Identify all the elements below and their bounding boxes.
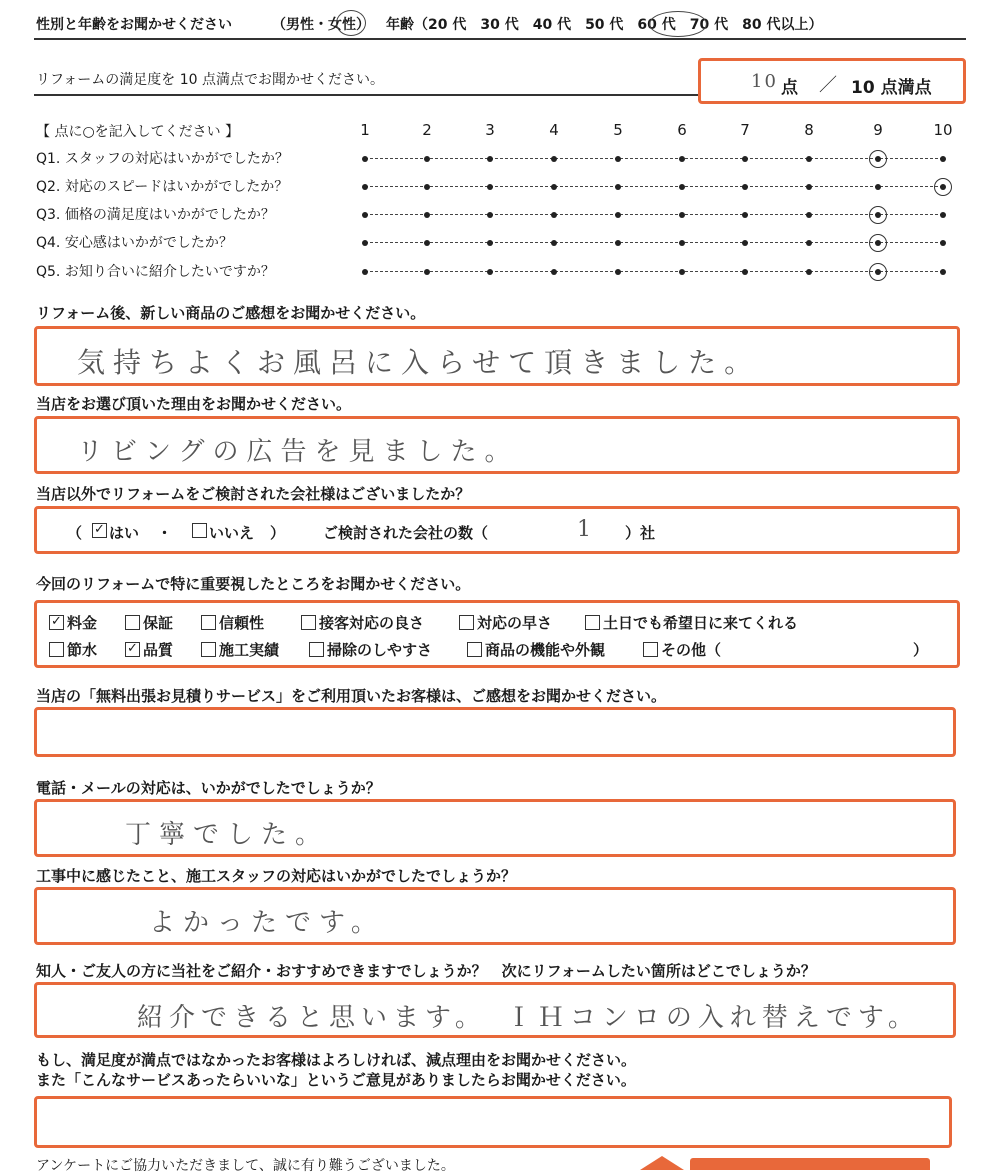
others-label: 当店以外でリフォームをご検討された会社様はございましたか？ <box>36 485 471 503</box>
priority-label: 対応の早さ <box>477 614 553 632</box>
priority-checkbox[interactable] <box>201 642 216 657</box>
company-count-unit: ）社 <box>625 524 656 542</box>
rating-point-6[interactable] <box>679 184 685 190</box>
rating-point-9[interactable] <box>875 184 881 190</box>
rating-point-7[interactable] <box>742 212 748 218</box>
rating-point-7[interactable] <box>742 156 748 162</box>
rating-point-1[interactable] <box>362 240 368 246</box>
scale-number: 2 <box>422 121 432 139</box>
rating-question-label: Q3. 価格の満足度はいかがでしたか？ <box>36 207 275 223</box>
satisfaction-score-box[interactable] <box>698 58 966 104</box>
priority-checkbox[interactable]: ✓ <box>125 642 140 657</box>
scale-number: 5 <box>613 121 623 139</box>
rating-point-5[interactable] <box>615 269 621 275</box>
yes-label: はい <box>109 524 140 542</box>
rating-line <box>365 271 943 272</box>
priorities-label: 今回のリフォームで特に重要視したところをお聞かせください。 <box>36 575 471 593</box>
rating-point-8[interactable] <box>806 240 812 246</box>
rating-point-3[interactable] <box>487 184 493 190</box>
rating-question-label: Q2. 対応のスピードはいかがでしたか？ <box>36 179 289 195</box>
rating-point-6[interactable] <box>679 240 685 246</box>
priority-label: 節水 <box>67 641 98 659</box>
rating-point-6[interactable] <box>679 156 685 162</box>
priorities-close-paren: ） <box>913 641 929 659</box>
rating-point-6[interactable] <box>679 269 685 275</box>
satisfaction-rule <box>34 94 698 96</box>
scale-number: 8 <box>804 121 814 139</box>
rating-point-5[interactable] <box>615 156 621 162</box>
scale-number: 1 <box>360 121 370 139</box>
rating-point-10[interactable] <box>940 156 946 162</box>
rating-point-3[interactable] <box>487 212 493 218</box>
priority-label: 料金 <box>67 614 98 632</box>
no-label: いいえ <box>209 524 255 542</box>
priority-checkbox[interactable] <box>201 615 216 630</box>
priority-label: 掃除のしやすさ <box>327 641 433 659</box>
rating-point-10[interactable] <box>940 269 946 275</box>
score-written: 10 <box>751 71 778 92</box>
rating-point-4[interactable] <box>551 240 557 246</box>
selected-rating-circle <box>869 150 887 168</box>
phone-label: 電話・メールの対応は、いかがでしたでしょうか？ <box>36 779 381 797</box>
scale-number: 7 <box>740 121 750 139</box>
rating-point-5[interactable] <box>615 212 621 218</box>
rating-point-1[interactable] <box>362 269 368 275</box>
priority-label: 商品の機能や外観 <box>485 641 606 659</box>
rating-line <box>365 158 943 159</box>
referral-answer-box[interactable] <box>34 982 956 1038</box>
score-max: 10 点満点 <box>851 78 932 98</box>
referral-answer: 紹介できると思います。 ＩＨコンロの入れ替えです。 <box>137 1003 920 1033</box>
reason-label: 当店をお選び頂いた理由をお聞かせください。 <box>36 395 352 413</box>
rating-point-1[interactable] <box>362 184 368 190</box>
construction-answer: よかったです。 <box>149 908 385 938</box>
age-circle-mark <box>649 11 707 37</box>
selected-rating-circle <box>869 234 887 252</box>
priority-label: 信頼性 <box>219 614 265 632</box>
company-count-value: 1 <box>577 517 599 542</box>
rating-point-3[interactable] <box>487 240 493 246</box>
rating-point-1[interactable] <box>362 156 368 162</box>
impressions-answer: 気持ちよくお風呂に入らせて頂きました。 <box>77 346 761 379</box>
rating-point-2[interactable] <box>424 156 430 162</box>
selected-rating-circle <box>869 206 887 224</box>
rating-point-5[interactable] <box>615 184 621 190</box>
priority-checkbox[interactable] <box>49 642 64 657</box>
gender-circle-mark <box>336 10 366 36</box>
scale-number: 10 <box>933 121 953 139</box>
rating-question-label: Q4. 安心感はいかがでしたか？ <box>36 235 233 251</box>
rating-point-7[interactable] <box>742 184 748 190</box>
rating-point-4[interactable] <box>551 212 557 218</box>
no-checkbox[interactable] <box>192 523 207 538</box>
rating-instruction: 【 点に○を記入してください 】 <box>36 124 240 140</box>
rating-point-10[interactable] <box>940 212 946 218</box>
footer-thanks: アンケートにご協力いただきまして、誠に有り難うございました。 <box>36 1158 455 1174</box>
scale-number: 3 <box>485 121 495 139</box>
impressions-answer-box[interactable] <box>34 326 960 386</box>
construction-label: 工事中に感じたこと、施工スタッフの対応はいかがでしたでしょうか？ <box>36 867 517 885</box>
gender-options: （男性・女性） <box>272 17 370 33</box>
priority-label: その他（ <box>661 641 722 659</box>
rating-point-2[interactable] <box>424 184 430 190</box>
priority-checkbox[interactable] <box>125 615 140 630</box>
priority-label: 土日でも希望日に来てくれる <box>603 614 799 632</box>
yes-checkbox[interactable]: ✓ <box>92 523 107 538</box>
free-estimate-label: 当店の「無料出張お見積りサービス」をご利用頂いたお客様は、ご感想をお聞かせください。 <box>36 687 667 705</box>
rating-point-2[interactable] <box>424 240 430 246</box>
priority-label: 品質 <box>143 641 174 659</box>
priority-label: 接客対応の良さ <box>319 614 425 632</box>
rating-point-8[interactable] <box>806 156 812 162</box>
referral-label: 知人・ご友人の方に当社をご紹介・おすすめできますでしょうか？ 次にリフォームしたい箇所はどこでしょうか？ <box>36 962 816 980</box>
deduction-label-2: また「こんなサービスあったらいいな」というご意見がありましたらお聞かせください。 <box>36 1071 636 1089</box>
priority-checkbox[interactable] <box>643 642 658 657</box>
age-question: 年齢（20 代 30 代 40 代 50 代 60 代 70 代 80 代以上） <box>386 17 823 33</box>
rating-point-3[interactable] <box>487 269 493 275</box>
rating-point-4[interactable] <box>551 269 557 275</box>
rating-point-2[interactable] <box>424 212 430 218</box>
reason-answer: リビングの広告を見ました。 <box>77 437 519 467</box>
rating-point-10[interactable] <box>940 240 946 246</box>
gender-question: 性別と年齢をお聞かせください <box>36 17 232 33</box>
priority-checkbox[interactable] <box>459 615 474 630</box>
rating-point-4[interactable] <box>551 156 557 162</box>
rating-point-7[interactable] <box>742 240 748 246</box>
priority-checkbox[interactable] <box>309 642 324 657</box>
priority-label: 保証 <box>143 614 174 632</box>
score-slash: ／ <box>819 75 837 96</box>
rating-line <box>365 214 943 215</box>
others-open-paren: （ <box>67 524 83 542</box>
impressions-label: リフォーム後、新しい商品のご感想をお聞かせください。 <box>36 304 426 322</box>
scale-number: 4 <box>549 121 559 139</box>
rating-point-3[interactable] <box>487 156 493 162</box>
rating-point-5[interactable] <box>615 240 621 246</box>
rating-point-1[interactable] <box>362 212 368 218</box>
priorities-box <box>34 600 960 668</box>
priority-checkbox[interactable]: ✓ <box>49 615 64 630</box>
priority-checkbox[interactable] <box>467 642 482 657</box>
scale-number: 9 <box>873 121 883 139</box>
construction-answer-box[interactable] <box>34 887 956 945</box>
rating-line <box>365 186 943 187</box>
phone-answer-box[interactable] <box>34 799 956 857</box>
priority-checkbox[interactable] <box>585 615 600 630</box>
header-rule <box>34 38 966 40</box>
scale-number: 6 <box>677 121 687 139</box>
deduction-label-1: もし、満足度が満点ではなかったお客様はよろしければ、減点理由をお聞かせください。 <box>36 1051 637 1069</box>
deduction-answer-box[interactable] <box>34 1096 952 1148</box>
logo-wordmark <box>690 1158 930 1170</box>
selected-rating-circle <box>869 263 887 281</box>
logo-mark <box>640 1156 684 1170</box>
rating-point-8[interactable] <box>806 212 812 218</box>
rating-point-7[interactable] <box>742 269 748 275</box>
score-unit: 点 <box>781 78 798 98</box>
priority-checkbox[interactable] <box>301 615 316 630</box>
rating-point-8[interactable] <box>806 184 812 190</box>
rating-point-8[interactable] <box>806 269 812 275</box>
company-count-label: ご検討された会社の数（ <box>323 524 489 542</box>
priority-label: 施工実績 <box>219 641 280 659</box>
rating-point-6[interactable] <box>679 212 685 218</box>
rating-line <box>365 242 943 243</box>
satisfaction-label: リフォームの満足度を 10 点満点でお聞かせください。 <box>36 72 385 88</box>
rating-point-2[interactable] <box>424 269 430 275</box>
reason-answer-box[interactable] <box>34 416 960 474</box>
rating-point-4[interactable] <box>551 184 557 190</box>
phone-answer: 丁寧でした。 <box>125 820 330 850</box>
others-answer-box[interactable] <box>34 506 960 554</box>
others-separator: ・ <box>157 524 173 542</box>
rating-question-label: Q5. お知り合いに紹介したいですか？ <box>36 264 275 280</box>
rating-question-label: Q1. スタッフの対応はいかがでしたか？ <box>36 151 289 167</box>
free-estimate-answer-box[interactable] <box>34 707 956 757</box>
selected-rating-circle <box>934 178 952 196</box>
others-close-paren: ） <box>270 524 286 542</box>
